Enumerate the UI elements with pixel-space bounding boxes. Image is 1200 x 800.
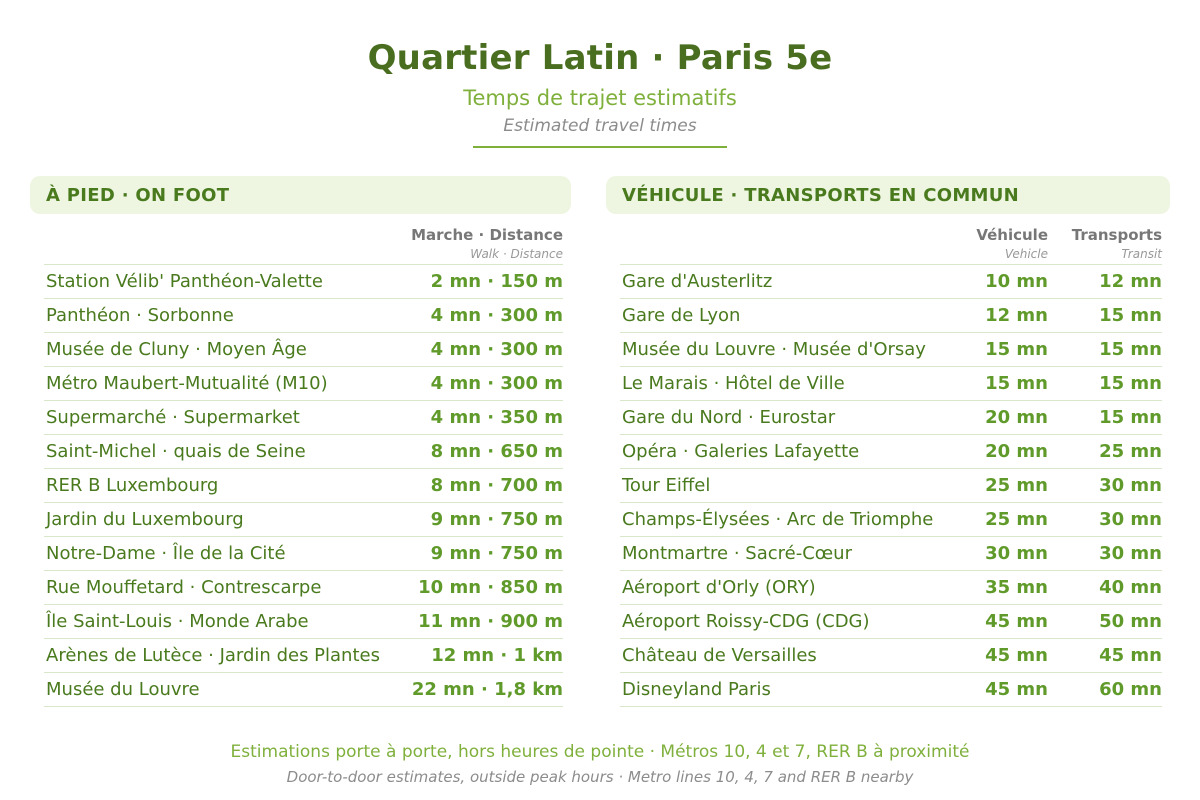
vehicle-time: 15 mn bbox=[985, 339, 1048, 360]
list-item bbox=[620, 639, 1162, 673]
vehicle-time: 30 mn bbox=[985, 543, 1048, 564]
transport-list bbox=[620, 264, 1162, 707]
destination-name: Musée du Louvre bbox=[46, 679, 200, 700]
list-item bbox=[620, 299, 1162, 333]
walk-time-distance: 12 mn · 1 km bbox=[431, 645, 563, 666]
list-item bbox=[44, 469, 563, 503]
destination-name: Notre-Dame · Île de la Cité bbox=[46, 543, 286, 564]
destination-name: Montmartre · Sacré-Cœur bbox=[622, 543, 852, 564]
walk-time-distance: 9 mn · 750 m bbox=[430, 509, 563, 530]
walk-time-distance: 2 mn · 150 m bbox=[430, 271, 563, 292]
destination-name: Gare d'Austerlitz bbox=[622, 271, 773, 292]
walk-time-distance: 4 mn · 350 m bbox=[430, 407, 563, 428]
vehicle-label: Véhicule bbox=[976, 226, 1048, 244]
transport-column-header bbox=[620, 214, 1162, 264]
vehicle-time: 35 mn bbox=[985, 577, 1048, 598]
list-item bbox=[44, 537, 563, 571]
vehicle-label-english: Vehicle bbox=[1004, 247, 1048, 261]
destination-name: Château de Versailles bbox=[622, 645, 817, 666]
transit-time: 12 mn bbox=[1099, 271, 1162, 292]
transit-time: 40 mn bbox=[1099, 577, 1162, 598]
footer-note-english: Door-to-door estimates, outside peak hours · Metro lines 10, 4, 7 and RER B nearby bbox=[286, 768, 914, 786]
list-item bbox=[620, 503, 1162, 537]
transit-time: 15 mn bbox=[1099, 407, 1162, 428]
list-item bbox=[44, 639, 563, 673]
list-item bbox=[44, 265, 563, 299]
list-item bbox=[44, 367, 563, 401]
list-item bbox=[44, 571, 563, 605]
destination-name: Arènes de Lutèce · Jardin des Plantes bbox=[46, 645, 380, 666]
destination-name: Champs-Élysées · Arc de Triomphe bbox=[622, 509, 934, 530]
walk-time-distance: 11 mn · 900 m bbox=[418, 611, 563, 632]
destination-name: Station Vélib' Panthéon-Valette bbox=[46, 271, 323, 292]
destination-name: Gare du Nord · Eurostar bbox=[622, 407, 836, 428]
vehicle-time: 20 mn bbox=[985, 441, 1048, 462]
destination-name: Rue Mouffetard · Contrescarpe bbox=[46, 577, 322, 598]
list-item bbox=[44, 503, 563, 537]
list-item bbox=[620, 265, 1162, 299]
walk-distance-column bbox=[411, 226, 563, 261]
transit-time: 25 mn bbox=[1099, 441, 1162, 462]
list-item bbox=[620, 673, 1162, 707]
list-item bbox=[44, 673, 563, 707]
transit-column bbox=[1072, 226, 1162, 261]
on-foot-heading: À PIED · ON FOOT bbox=[30, 176, 571, 214]
list-item bbox=[44, 435, 563, 469]
destination-name: Aéroport d'Orly (ORY) bbox=[622, 577, 816, 598]
destination-name: Supermarché · Supermarket bbox=[46, 407, 300, 428]
walk-time-distance: 9 mn · 750 m bbox=[430, 543, 563, 564]
transit-time: 50 mn bbox=[1099, 611, 1162, 632]
destination-name: Saint-Michel · quais de Seine bbox=[46, 441, 306, 462]
destination-name: Tour Eiffel bbox=[622, 475, 711, 496]
walk-time-distance: 4 mn · 300 m bbox=[430, 339, 563, 360]
destination-name: Le Marais · Hôtel de Ville bbox=[622, 373, 845, 394]
destination-name: Opéra · Galeries Lafayette bbox=[622, 441, 860, 462]
walk-time-distance: 22 mn · 1,8 km bbox=[411, 679, 563, 700]
walk-distance-label: Marche · Distance bbox=[411, 226, 563, 244]
vehicle-time: 25 mn bbox=[985, 509, 1048, 530]
list-item bbox=[44, 605, 563, 639]
list-item bbox=[620, 435, 1162, 469]
vehicle-time: 25 mn bbox=[985, 475, 1048, 496]
page-subtitle-english: Estimated travel times bbox=[503, 116, 697, 136]
page-subtitle: Temps de trajet estimatifs bbox=[463, 86, 737, 110]
transit-time: 45 mn bbox=[1099, 645, 1162, 666]
page-title: Quartier Latin · Paris 5e bbox=[367, 38, 833, 78]
footer-note: Estimations porte à porte, hors heures de pointe · Métros 10, 4 et 7, RER B à proximité bbox=[230, 742, 970, 762]
walk-distance-label-english: Walk · Distance bbox=[470, 247, 563, 261]
destination-name: Gare de Lyon bbox=[622, 305, 741, 326]
vehicle-column bbox=[976, 226, 1048, 261]
transit-time: 15 mn bbox=[1099, 305, 1162, 326]
list-item bbox=[620, 401, 1162, 435]
walk-time-distance: 8 mn · 700 m bbox=[430, 475, 563, 496]
list-item bbox=[44, 401, 563, 435]
list-item bbox=[620, 571, 1162, 605]
vehicle-time: 45 mn bbox=[985, 679, 1048, 700]
page-footer bbox=[0, 742, 1200, 786]
list-item bbox=[620, 367, 1162, 401]
on-foot-column-header bbox=[44, 214, 563, 264]
on-foot-panel bbox=[30, 176, 571, 707]
transport-panel bbox=[606, 176, 1170, 707]
destination-name: Musée de Cluny · Moyen Âge bbox=[46, 339, 307, 360]
list-item bbox=[620, 605, 1162, 639]
destination-name: Musée du Louvre · Musée d'Orsay bbox=[622, 339, 926, 360]
transit-time: 30 mn bbox=[1099, 509, 1162, 530]
vehicle-time: 10 mn bbox=[985, 271, 1048, 292]
walk-time-distance: 4 mn · 300 m bbox=[430, 373, 563, 394]
list-item bbox=[44, 333, 563, 367]
destination-name: Île Saint-Louis · Monde Arabe bbox=[46, 611, 309, 632]
list-item bbox=[620, 469, 1162, 503]
transit-time: 60 mn bbox=[1099, 679, 1162, 700]
on-foot-list bbox=[44, 264, 563, 707]
transit-time: 15 mn bbox=[1099, 373, 1162, 394]
destination-name: RER B Luxembourg bbox=[46, 475, 219, 496]
transit-label-english: Transit bbox=[1121, 247, 1162, 261]
walk-time-distance: 8 mn · 650 m bbox=[430, 441, 563, 462]
vehicle-time: 20 mn bbox=[985, 407, 1048, 428]
walk-time-distance: 4 mn · 300 m bbox=[430, 305, 563, 326]
list-item bbox=[620, 333, 1162, 367]
list-item bbox=[620, 537, 1162, 571]
destination-name: Aéroport Roissy-CDG (CDG) bbox=[622, 611, 870, 632]
title-underline bbox=[473, 146, 727, 148]
transit-time: 30 mn bbox=[1099, 475, 1162, 496]
destination-name: Métro Maubert-Mutualité (M10) bbox=[46, 373, 328, 394]
vehicle-time: 15 mn bbox=[985, 373, 1048, 394]
vehicle-time: 12 mn bbox=[985, 305, 1048, 326]
vehicle-time: 45 mn bbox=[985, 611, 1048, 632]
walk-time-distance: 10 mn · 850 m bbox=[418, 577, 563, 598]
destination-name: Disneyland Paris bbox=[622, 679, 771, 700]
transit-time: 30 mn bbox=[1099, 543, 1162, 564]
transit-label: Transports bbox=[1071, 226, 1162, 244]
destination-name: Panthéon · Sorbonne bbox=[46, 305, 234, 326]
page-header bbox=[0, 38, 1200, 148]
vehicle-time: 45 mn bbox=[985, 645, 1048, 666]
transit-time: 15 mn bbox=[1099, 339, 1162, 360]
destination-name: Jardin du Luxembourg bbox=[46, 509, 244, 530]
transport-heading: VÉHICULE · TRANSPORTS EN COMMUN bbox=[606, 176, 1170, 214]
list-item bbox=[44, 299, 563, 333]
